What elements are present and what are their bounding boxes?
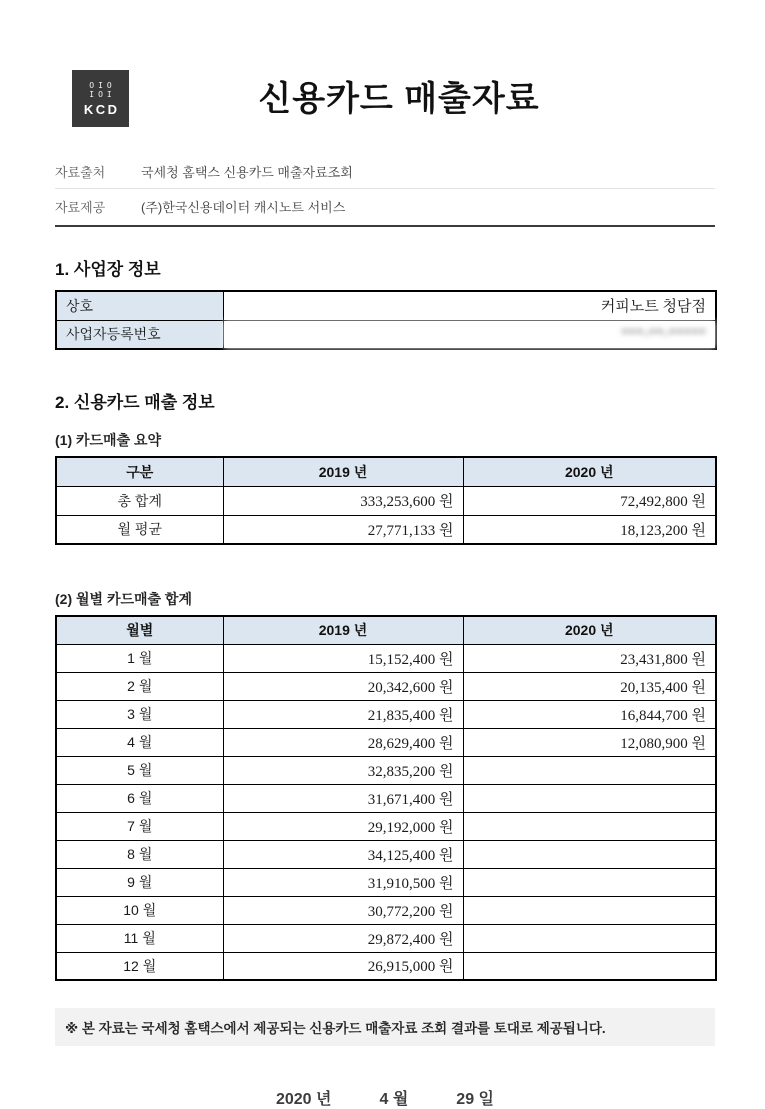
month-2019-value: 21,835,400 원 <box>223 700 463 728</box>
month-label: 7 월 <box>56 812 223 840</box>
table-row <box>56 812 716 840</box>
month-2020-value <box>463 896 716 924</box>
business-regno-label: 사업자등록번호 <box>56 320 223 349</box>
month-2020-value <box>463 868 716 896</box>
document-date <box>55 1086 715 1109</box>
month-2019-value: 29,872,400 원 <box>223 924 463 952</box>
month-label: 5 월 <box>56 756 223 784</box>
table-header-row <box>56 616 716 644</box>
document-header <box>55 70 715 130</box>
card-sales-summary-table <box>55 456 717 545</box>
month-label: 8 월 <box>56 840 223 868</box>
summary-avg-label: 월 평균 <box>56 515 223 544</box>
month-2019-value: 32,835,200 원 <box>223 756 463 784</box>
meta-block <box>55 154 715 227</box>
summary-total-2019: 333,253,600 원 <box>223 486 463 515</box>
month-label: 11 월 <box>56 924 223 952</box>
date-year: 2020 년 <box>275 1091 332 1108</box>
meta-divider <box>55 225 715 227</box>
month-2020-value <box>463 756 716 784</box>
summary-col-header-type: 구분 <box>56 457 223 486</box>
month-2020-value <box>463 840 716 868</box>
month-2020-value <box>463 952 716 980</box>
month-2019-value: 15,152,400 원 <box>223 644 463 672</box>
table-row <box>56 784 716 812</box>
month-2020-value: 23,431,800 원 <box>463 644 716 672</box>
table-row <box>56 291 716 320</box>
month-label: 2 월 <box>56 672 223 700</box>
meta-provider-value: (주)한국신용데이터 캐시노트 서비스 <box>141 200 346 215</box>
month-label: 3 월 <box>56 700 223 728</box>
date-day: 29 일 <box>456 1091 494 1108</box>
summary-avg-2020: 18,123,200 원 <box>463 515 716 544</box>
table-row <box>56 756 716 784</box>
month-2019-value: 31,671,400 원 <box>223 784 463 812</box>
date-month: 4 월 <box>379 1091 409 1108</box>
business-info-table <box>55 290 717 350</box>
month-2020-value <box>463 784 716 812</box>
month-2019-value: 30,772,200 원 <box>223 896 463 924</box>
kcd-logo-text: KCD <box>83 101 120 117</box>
month-2019-value: 26,915,000 원 <box>223 952 463 980</box>
kcd-logo-icon <box>72 70 129 127</box>
meta-row-source <box>55 154 715 189</box>
month-2019-value: 20,342,600 원 <box>223 672 463 700</box>
table-header-row <box>56 457 716 486</box>
month-2020-value: 12,080,900 원 <box>463 728 716 756</box>
section1-heading: 1. 사업장 정보 <box>55 260 161 279</box>
table-row <box>56 924 716 952</box>
month-label: 9 월 <box>56 868 223 896</box>
table-row <box>56 700 716 728</box>
meta-source-label: 자료출처 <box>55 164 106 180</box>
month-2020-value <box>463 812 716 840</box>
kcd-logo-pattern-line1: OIO <box>89 80 116 90</box>
month-2020-value: 16,844,700 원 <box>463 700 716 728</box>
summary-total-2020: 72,492,800 원 <box>463 486 716 515</box>
footer-note: ※ 본 자료는 국세청 홈택스에서 제공되는 신용카드 매출자료 조회 결과를 토대로 제공됩니다. <box>55 1008 715 1046</box>
month-label: 12 월 <box>56 952 223 980</box>
kcd-logo-pattern-line2: IOI <box>89 89 116 99</box>
monthly-col-header-2019: 2019 년 <box>223 616 463 644</box>
section2-heading: 2. 신용카드 매출 정보 <box>55 393 215 412</box>
summary-sub-heading: (1) 카드매출 요약 <box>55 432 162 448</box>
table-row <box>56 672 716 700</box>
business-regno-value-redacted: ***-**-***** <box>223 320 716 349</box>
summary-total-label: 총 합계 <box>56 486 223 515</box>
month-label: 10 월 <box>56 896 223 924</box>
monthly-sub-heading: (2) 월별 카드매출 합계 <box>55 591 192 607</box>
table-row <box>56 320 716 349</box>
month-label: 6 월 <box>56 784 223 812</box>
table-row <box>56 896 716 924</box>
monthly-col-header-month: 월별 <box>56 616 223 644</box>
month-2019-value: 31,910,500 원 <box>223 868 463 896</box>
month-2019-value: 29,192,000 원 <box>223 812 463 840</box>
business-name-value: 커피노트 청담점 <box>223 291 716 320</box>
month-2019-value: 34,125,400 원 <box>223 840 463 868</box>
meta-source-value: 국세청 홈택스 신용카드 매출자료조회 <box>141 164 353 180</box>
business-name-label: 상호 <box>56 291 223 320</box>
monthly-card-sales-table <box>55 615 717 981</box>
table-row <box>56 952 716 980</box>
month-2020-value <box>463 924 716 952</box>
table-row <box>56 486 716 515</box>
summary-col-header-2020: 2020 년 <box>463 457 716 486</box>
monthly-col-header-2020: 2020 년 <box>463 616 716 644</box>
month-label: 1 월 <box>56 644 223 672</box>
table-row <box>56 644 716 672</box>
month-2019-value: 28,629,400 원 <box>223 728 463 756</box>
meta-row-provider <box>55 189 715 224</box>
summary-avg-2019: 27,771,133 원 <box>223 515 463 544</box>
month-2020-value: 20,135,400 원 <box>463 672 716 700</box>
table-row <box>56 868 716 896</box>
document-title: 신용카드 매출자료 <box>258 80 540 118</box>
summary-col-header-2019: 2019 년 <box>223 457 463 486</box>
table-row <box>56 840 716 868</box>
month-label: 4 월 <box>56 728 223 756</box>
table-row <box>56 515 716 544</box>
table-row <box>56 728 716 756</box>
meta-provider-label: 자료제공 <box>55 200 106 215</box>
